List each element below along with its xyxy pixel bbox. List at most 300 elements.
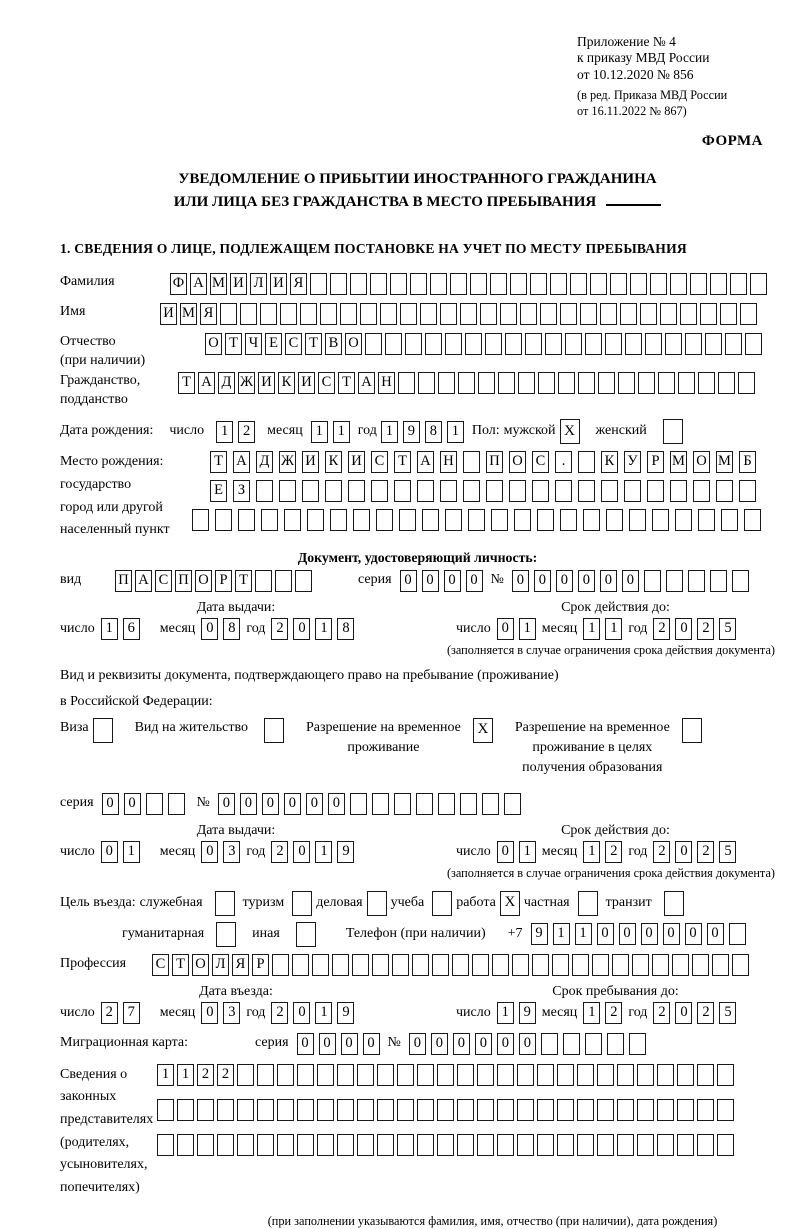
char-cell: Ч bbox=[245, 333, 262, 355]
char-cell bbox=[392, 954, 409, 976]
char-cell: А bbox=[135, 570, 152, 592]
char-cell: 0 bbox=[328, 793, 345, 815]
char-cell bbox=[624, 480, 641, 502]
char-cell: 1 bbox=[311, 421, 328, 443]
char-cell bbox=[365, 333, 382, 355]
residence-issue-day bbox=[101, 841, 140, 863]
char-cell: С bbox=[152, 954, 169, 976]
char-cell bbox=[215, 509, 232, 531]
char-cell: 0 bbox=[453, 1033, 470, 1055]
char-cell: 2 bbox=[653, 618, 670, 640]
char-cell: 0 bbox=[475, 1033, 492, 1055]
char-cell bbox=[583, 509, 600, 531]
char-cell bbox=[563, 1033, 580, 1055]
char-cell: Р bbox=[252, 954, 269, 976]
char-cell bbox=[644, 570, 661, 592]
phone-cells bbox=[531, 923, 746, 945]
char-cell bbox=[357, 1099, 374, 1121]
char-cell: О bbox=[693, 451, 710, 473]
char-cell bbox=[240, 303, 257, 325]
char-cell: М bbox=[670, 451, 687, 473]
checkbox-cell bbox=[215, 891, 235, 916]
char-cell: 0 bbox=[497, 1033, 514, 1055]
char-cell bbox=[732, 570, 749, 592]
char-cell bbox=[629, 509, 646, 531]
char-cell bbox=[452, 954, 469, 976]
char-cell bbox=[297, 1099, 314, 1121]
char-cell bbox=[260, 303, 277, 325]
char-cell bbox=[337, 1134, 354, 1156]
birthplace-row1-cells bbox=[210, 451, 761, 473]
char-cell bbox=[677, 1099, 694, 1121]
char-cell: 2 bbox=[697, 618, 714, 640]
char-cell bbox=[337, 1099, 354, 1121]
char-cell: О bbox=[192, 954, 209, 976]
char-cell: 7 bbox=[123, 1002, 140, 1024]
char-cell bbox=[297, 1064, 314, 1086]
char-cell bbox=[397, 1099, 414, 1121]
char-cell bbox=[637, 1134, 654, 1156]
char-cell bbox=[377, 1134, 394, 1156]
visa-label: Виза bbox=[60, 719, 89, 735]
char-cell: 1 bbox=[583, 618, 600, 640]
char-cell bbox=[350, 793, 367, 815]
char-cell: Е bbox=[265, 333, 282, 355]
char-cell: С bbox=[285, 333, 302, 355]
char-cell: Т bbox=[225, 333, 242, 355]
char-cell: 0 bbox=[675, 1002, 692, 1024]
day-label: число bbox=[60, 843, 95, 859]
char-cell: П bbox=[175, 570, 192, 592]
char-cell bbox=[598, 372, 615, 394]
char-cell: Т bbox=[172, 954, 189, 976]
char-cell bbox=[565, 333, 582, 355]
char-cell bbox=[652, 954, 669, 976]
char-cell: И bbox=[160, 303, 177, 325]
char-cell bbox=[670, 273, 687, 295]
purpose-other-label: иная bbox=[252, 925, 280, 941]
purpose-official-label: служебная bbox=[139, 894, 203, 910]
char-cell bbox=[438, 372, 455, 394]
char-cell: С bbox=[371, 451, 388, 473]
char-cell bbox=[432, 954, 449, 976]
char-cell bbox=[422, 509, 439, 531]
char-cell: Ж bbox=[279, 451, 296, 473]
char-cell: И bbox=[298, 372, 315, 394]
char-cell bbox=[397, 1134, 414, 1156]
char-cell bbox=[530, 273, 547, 295]
identity-valid-day bbox=[497, 618, 536, 640]
char-cell bbox=[460, 303, 477, 325]
char-cell: 2 bbox=[238, 421, 255, 443]
sex-male-checkbox bbox=[560, 419, 580, 444]
char-cell bbox=[146, 793, 163, 815]
char-cell bbox=[538, 372, 555, 394]
char-cell: 0 bbox=[497, 841, 514, 863]
birthplace-block bbox=[60, 451, 775, 542]
char-cell: И bbox=[230, 273, 247, 295]
purpose-transit-label: транзит bbox=[605, 894, 652, 910]
char-cell bbox=[478, 372, 495, 394]
char-cell: 2 bbox=[653, 841, 670, 863]
char-cell bbox=[718, 372, 735, 394]
char-cell bbox=[697, 1064, 714, 1086]
requisite-line: к приказу МВД России bbox=[577, 50, 710, 66]
char-cell bbox=[732, 954, 749, 976]
residence-issue-year bbox=[271, 841, 354, 863]
char-cell bbox=[337, 1064, 354, 1086]
char-cell: Л bbox=[250, 273, 267, 295]
char-cell bbox=[497, 1064, 514, 1086]
section1-heading: 1. СВЕДЕНИЯ О ЛИЦЕ, ПОДЛЕЖАЩЕМ ПОСТАНОВКЕ НА УЧЕТ ПО МЕСТУ ПРЕБЫВАНИЯ bbox=[60, 240, 687, 256]
char-cell bbox=[490, 273, 507, 295]
month-label: месяц bbox=[541, 620, 578, 636]
char-cell: 1 bbox=[381, 421, 398, 443]
residence-doc-line2: в Российской Федерации: bbox=[60, 693, 213, 709]
char-cell bbox=[580, 303, 597, 325]
migration-number-cells bbox=[409, 1033, 646, 1055]
order-requisites bbox=[577, 34, 767, 119]
char-cell bbox=[445, 509, 462, 531]
purpose-tourism-label: туризм bbox=[242, 894, 285, 910]
char-cell bbox=[597, 1064, 614, 1086]
char-cell bbox=[330, 509, 347, 531]
purpose-study-checkbox bbox=[432, 891, 452, 916]
char-cell bbox=[312, 954, 329, 976]
char-cell bbox=[592, 954, 609, 976]
char-cell: К bbox=[278, 372, 295, 394]
residence-permit-label: Вид на жительство bbox=[134, 719, 248, 735]
char-cell bbox=[425, 333, 442, 355]
char-cell bbox=[168, 793, 185, 815]
day-label: число bbox=[60, 1004, 95, 1020]
char-cell bbox=[458, 372, 475, 394]
checkbox-cell bbox=[264, 718, 284, 743]
char-cell bbox=[697, 1099, 714, 1121]
char-cell: 3 bbox=[223, 1002, 240, 1024]
checkbox-cell bbox=[682, 718, 702, 743]
char-cell bbox=[610, 273, 627, 295]
char-cell bbox=[302, 480, 319, 502]
char-cell bbox=[680, 303, 697, 325]
char-cell bbox=[537, 1134, 554, 1156]
citizenship-row bbox=[60, 372, 775, 410]
char-cell: А bbox=[190, 273, 207, 295]
char-cell bbox=[477, 1134, 494, 1156]
char-cell bbox=[397, 1064, 414, 1086]
char-cell: 2 bbox=[217, 1064, 234, 1086]
char-cell bbox=[325, 480, 342, 502]
surname-label: Фамилия bbox=[60, 273, 115, 289]
char-cell: 1 bbox=[519, 618, 536, 640]
patronymic-row bbox=[60, 333, 775, 371]
sex-female-checkbox bbox=[663, 419, 683, 444]
birthplace-row2-cells bbox=[210, 480, 761, 502]
year-label: год bbox=[357, 423, 377, 439]
char-cell: 1 bbox=[157, 1064, 174, 1086]
purpose-transit-checkbox bbox=[664, 891, 684, 916]
form-title-line2: ИЛИ ЛИЦА БЕЗ ГРАЖДАНСТВА В МЕСТО ПРЕБЫВАНИЯ bbox=[60, 191, 775, 214]
char-cell bbox=[645, 333, 662, 355]
char-cell bbox=[450, 273, 467, 295]
char-cell bbox=[317, 1064, 334, 1086]
char-cell: 0 bbox=[341, 1033, 358, 1055]
char-cell: И bbox=[270, 273, 287, 295]
char-cell bbox=[272, 954, 289, 976]
char-cell: 0 bbox=[101, 841, 118, 863]
char-cell bbox=[560, 303, 577, 325]
char-cell bbox=[647, 480, 664, 502]
doc-kind-cells bbox=[115, 570, 312, 592]
purpose-humanitarian-checkbox bbox=[216, 922, 236, 947]
stay-day bbox=[497, 1002, 536, 1024]
purpose-private-label: частная bbox=[523, 894, 570, 910]
char-cell: 9 bbox=[403, 421, 420, 443]
char-cell bbox=[275, 570, 292, 592]
residence-options-row bbox=[60, 718, 775, 779]
char-cell bbox=[607, 1033, 624, 1055]
seriya-label: серия bbox=[255, 1035, 289, 1051]
day-label: число bbox=[456, 843, 491, 859]
char-cell bbox=[745, 333, 762, 355]
char-cell bbox=[650, 273, 667, 295]
char-cell bbox=[606, 509, 623, 531]
profession-row bbox=[60, 954, 775, 976]
char-cell: 0 bbox=[497, 618, 514, 640]
char-cell bbox=[157, 1134, 174, 1156]
char-cell bbox=[372, 954, 389, 976]
month-label: месяц bbox=[159, 620, 196, 636]
char-cell: М bbox=[180, 303, 197, 325]
identity-doc-row bbox=[60, 570, 775, 592]
char-cell bbox=[720, 303, 737, 325]
representatives-label: Сведения о законных представителях (родителях, усыновителях, попечителях) bbox=[60, 1066, 154, 1195]
char-cell bbox=[300, 303, 317, 325]
char-cell bbox=[692, 954, 709, 976]
char-cell bbox=[279, 480, 296, 502]
char-cell: 1 bbox=[101, 618, 118, 640]
option-visa bbox=[60, 718, 113, 743]
char-cell bbox=[353, 509, 370, 531]
entry-month bbox=[201, 1002, 240, 1024]
char-cell: З bbox=[233, 480, 250, 502]
char-cell bbox=[557, 1134, 574, 1156]
char-cell bbox=[357, 1064, 374, 1086]
char-cell bbox=[399, 509, 416, 531]
char-cell: 1 bbox=[583, 841, 600, 863]
birthplace-label: Место рождения: государство город или другой населенный пункт bbox=[60, 454, 170, 538]
char-cell: 0 bbox=[675, 841, 692, 863]
purpose-private-checkbox bbox=[578, 891, 598, 916]
char-cell: А bbox=[417, 451, 434, 473]
purpose-study-label: учеба bbox=[390, 894, 425, 910]
char-cell bbox=[405, 333, 422, 355]
citizenship-cells bbox=[178, 372, 755, 394]
char-cell: М bbox=[210, 273, 227, 295]
year-label: год bbox=[246, 620, 266, 636]
char-cell bbox=[617, 1064, 634, 1086]
char-cell bbox=[558, 372, 575, 394]
checkbox-cell bbox=[292, 891, 312, 916]
char-cell: 1 bbox=[575, 923, 592, 945]
char-cell bbox=[463, 451, 480, 473]
char-cell bbox=[597, 1134, 614, 1156]
char-cell bbox=[317, 1134, 334, 1156]
char-cell: 0 bbox=[600, 570, 617, 592]
day-label: число bbox=[456, 620, 491, 636]
char-cell bbox=[517, 1099, 534, 1121]
char-cell bbox=[440, 303, 457, 325]
phone-label: Телефон (при наличии) bbox=[345, 925, 486, 941]
char-cell bbox=[480, 303, 497, 325]
representatives-row1-cells bbox=[157, 1064, 734, 1086]
char-cell bbox=[277, 1134, 294, 1156]
char-cell bbox=[460, 793, 477, 815]
migration-card-label: Миграционная карта: bbox=[60, 1035, 189, 1051]
citizenship-label: Гражданство, подданство bbox=[60, 373, 141, 408]
char-cell: 0 bbox=[363, 1033, 380, 1055]
valid-until-label: Срок действия до: bbox=[561, 822, 670, 838]
char-cell bbox=[390, 273, 407, 295]
char-cell bbox=[721, 509, 738, 531]
char-cell: И bbox=[348, 451, 365, 473]
char-cell: 1 bbox=[315, 618, 332, 640]
char-cell bbox=[750, 273, 767, 295]
char-cell: Т bbox=[178, 372, 195, 394]
char-cell bbox=[360, 303, 377, 325]
title-blank-line bbox=[606, 192, 661, 206]
char-cell: 0 bbox=[422, 570, 439, 592]
char-cell: 9 bbox=[337, 841, 354, 863]
char-cell: П bbox=[486, 451, 503, 473]
char-cell bbox=[217, 1099, 234, 1121]
char-cell bbox=[537, 1064, 554, 1086]
char-cell: У bbox=[624, 451, 641, 473]
char-cell bbox=[497, 1099, 514, 1121]
char-cell bbox=[730, 273, 747, 295]
char-cell bbox=[685, 333, 702, 355]
char-cell: А bbox=[358, 372, 375, 394]
char-cell bbox=[430, 273, 447, 295]
char-cell bbox=[630, 273, 647, 295]
requisite-line: Приложение № 4 bbox=[577, 34, 676, 49]
char-cell bbox=[552, 954, 569, 976]
char-cell bbox=[350, 273, 367, 295]
char-cell bbox=[675, 509, 692, 531]
residence-issue-group bbox=[60, 823, 412, 863]
identity-issue-year bbox=[271, 618, 354, 640]
char-cell bbox=[517, 1064, 534, 1086]
char-cell bbox=[332, 954, 349, 976]
char-cell: Т bbox=[210, 451, 227, 473]
purpose-tourism-checkbox bbox=[292, 891, 312, 916]
purpose-work-label: работа bbox=[456, 894, 496, 910]
profession-cells bbox=[152, 954, 749, 976]
char-cell bbox=[693, 480, 710, 502]
checkbox-cell bbox=[664, 891, 684, 916]
char-cell: 0 bbox=[622, 570, 639, 592]
char-cell bbox=[670, 480, 687, 502]
char-cell bbox=[744, 509, 761, 531]
char-cell: С bbox=[532, 451, 549, 473]
form-title-line1: УВЕДОМЛЕНИЕ О ПРИБЫТИИ ИНОСТРАННОГО ГРАЖДАНИНА bbox=[178, 171, 657, 188]
entry-year bbox=[271, 1002, 354, 1024]
restriction-note: (заполняется в случае ограничения срока действия документа) bbox=[446, 865, 775, 880]
char-cell bbox=[220, 303, 237, 325]
migration-seriya-cells bbox=[297, 1033, 380, 1055]
surname-row bbox=[60, 273, 775, 295]
char-cell: 6 bbox=[123, 618, 140, 640]
char-cell bbox=[256, 480, 273, 502]
char-cell bbox=[697, 1134, 714, 1156]
year-label: год bbox=[628, 843, 648, 859]
stay-year bbox=[653, 1002, 736, 1024]
char-cell bbox=[690, 273, 707, 295]
char-cell: 1 bbox=[519, 841, 536, 863]
char-cell bbox=[537, 509, 554, 531]
char-cell: О bbox=[345, 333, 362, 355]
char-cell: С bbox=[155, 570, 172, 592]
char-cell bbox=[700, 303, 717, 325]
checkbox-cell bbox=[432, 891, 452, 916]
char-cell: 2 bbox=[697, 1002, 714, 1024]
temp-residence-education-label: Разрешение на временное проживание в целях получения образования bbox=[514, 719, 670, 776]
month-label: месяц bbox=[159, 1004, 196, 1020]
birthplace-rows bbox=[210, 451, 761, 531]
char-cell bbox=[698, 509, 715, 531]
char-cell bbox=[525, 333, 542, 355]
char-cell bbox=[688, 570, 705, 592]
doc-seriya-cells bbox=[400, 570, 483, 592]
char-cell: 8 bbox=[337, 618, 354, 640]
entry-date-group bbox=[60, 984, 412, 1024]
purpose-business-checkbox bbox=[367, 891, 387, 916]
birthplace-row3-cells bbox=[192, 509, 761, 531]
char-cell: Я bbox=[232, 954, 249, 976]
identity-doc-dates bbox=[60, 600, 775, 640]
char-cell bbox=[280, 303, 297, 325]
requisite-edit-line: (в ред. Приказа МВД России bbox=[577, 88, 728, 103]
char-cell: 1 bbox=[177, 1064, 194, 1086]
char-cell bbox=[597, 1099, 614, 1121]
char-cell: Я bbox=[200, 303, 217, 325]
char-cell: 8 bbox=[425, 421, 442, 443]
temp-residence-label: Разрешение на временное проживание bbox=[305, 719, 461, 755]
month-label: месяц bbox=[541, 1004, 578, 1020]
char-cell: Л bbox=[212, 954, 229, 976]
char-cell: А bbox=[198, 372, 215, 394]
char-cell bbox=[620, 303, 637, 325]
purpose-work-checkbox bbox=[500, 891, 520, 916]
entry-dates bbox=[60, 984, 775, 1024]
char-cell bbox=[307, 509, 324, 531]
char-cell: 1 bbox=[315, 841, 332, 863]
char-cell bbox=[370, 273, 387, 295]
year-label: год bbox=[628, 1004, 648, 1020]
char-cell bbox=[665, 333, 682, 355]
char-cell bbox=[560, 509, 577, 531]
char-cell bbox=[192, 509, 209, 531]
char-cell: Н bbox=[378, 372, 395, 394]
char-cell: 5 bbox=[719, 841, 736, 863]
char-cell bbox=[292, 954, 309, 976]
year-label: год bbox=[628, 620, 648, 636]
char-cell: Т bbox=[305, 333, 322, 355]
char-cell: 0 bbox=[297, 1033, 314, 1055]
purpose-other-checkbox bbox=[296, 922, 316, 947]
char-cell bbox=[578, 480, 595, 502]
char-cell: О bbox=[205, 333, 222, 355]
